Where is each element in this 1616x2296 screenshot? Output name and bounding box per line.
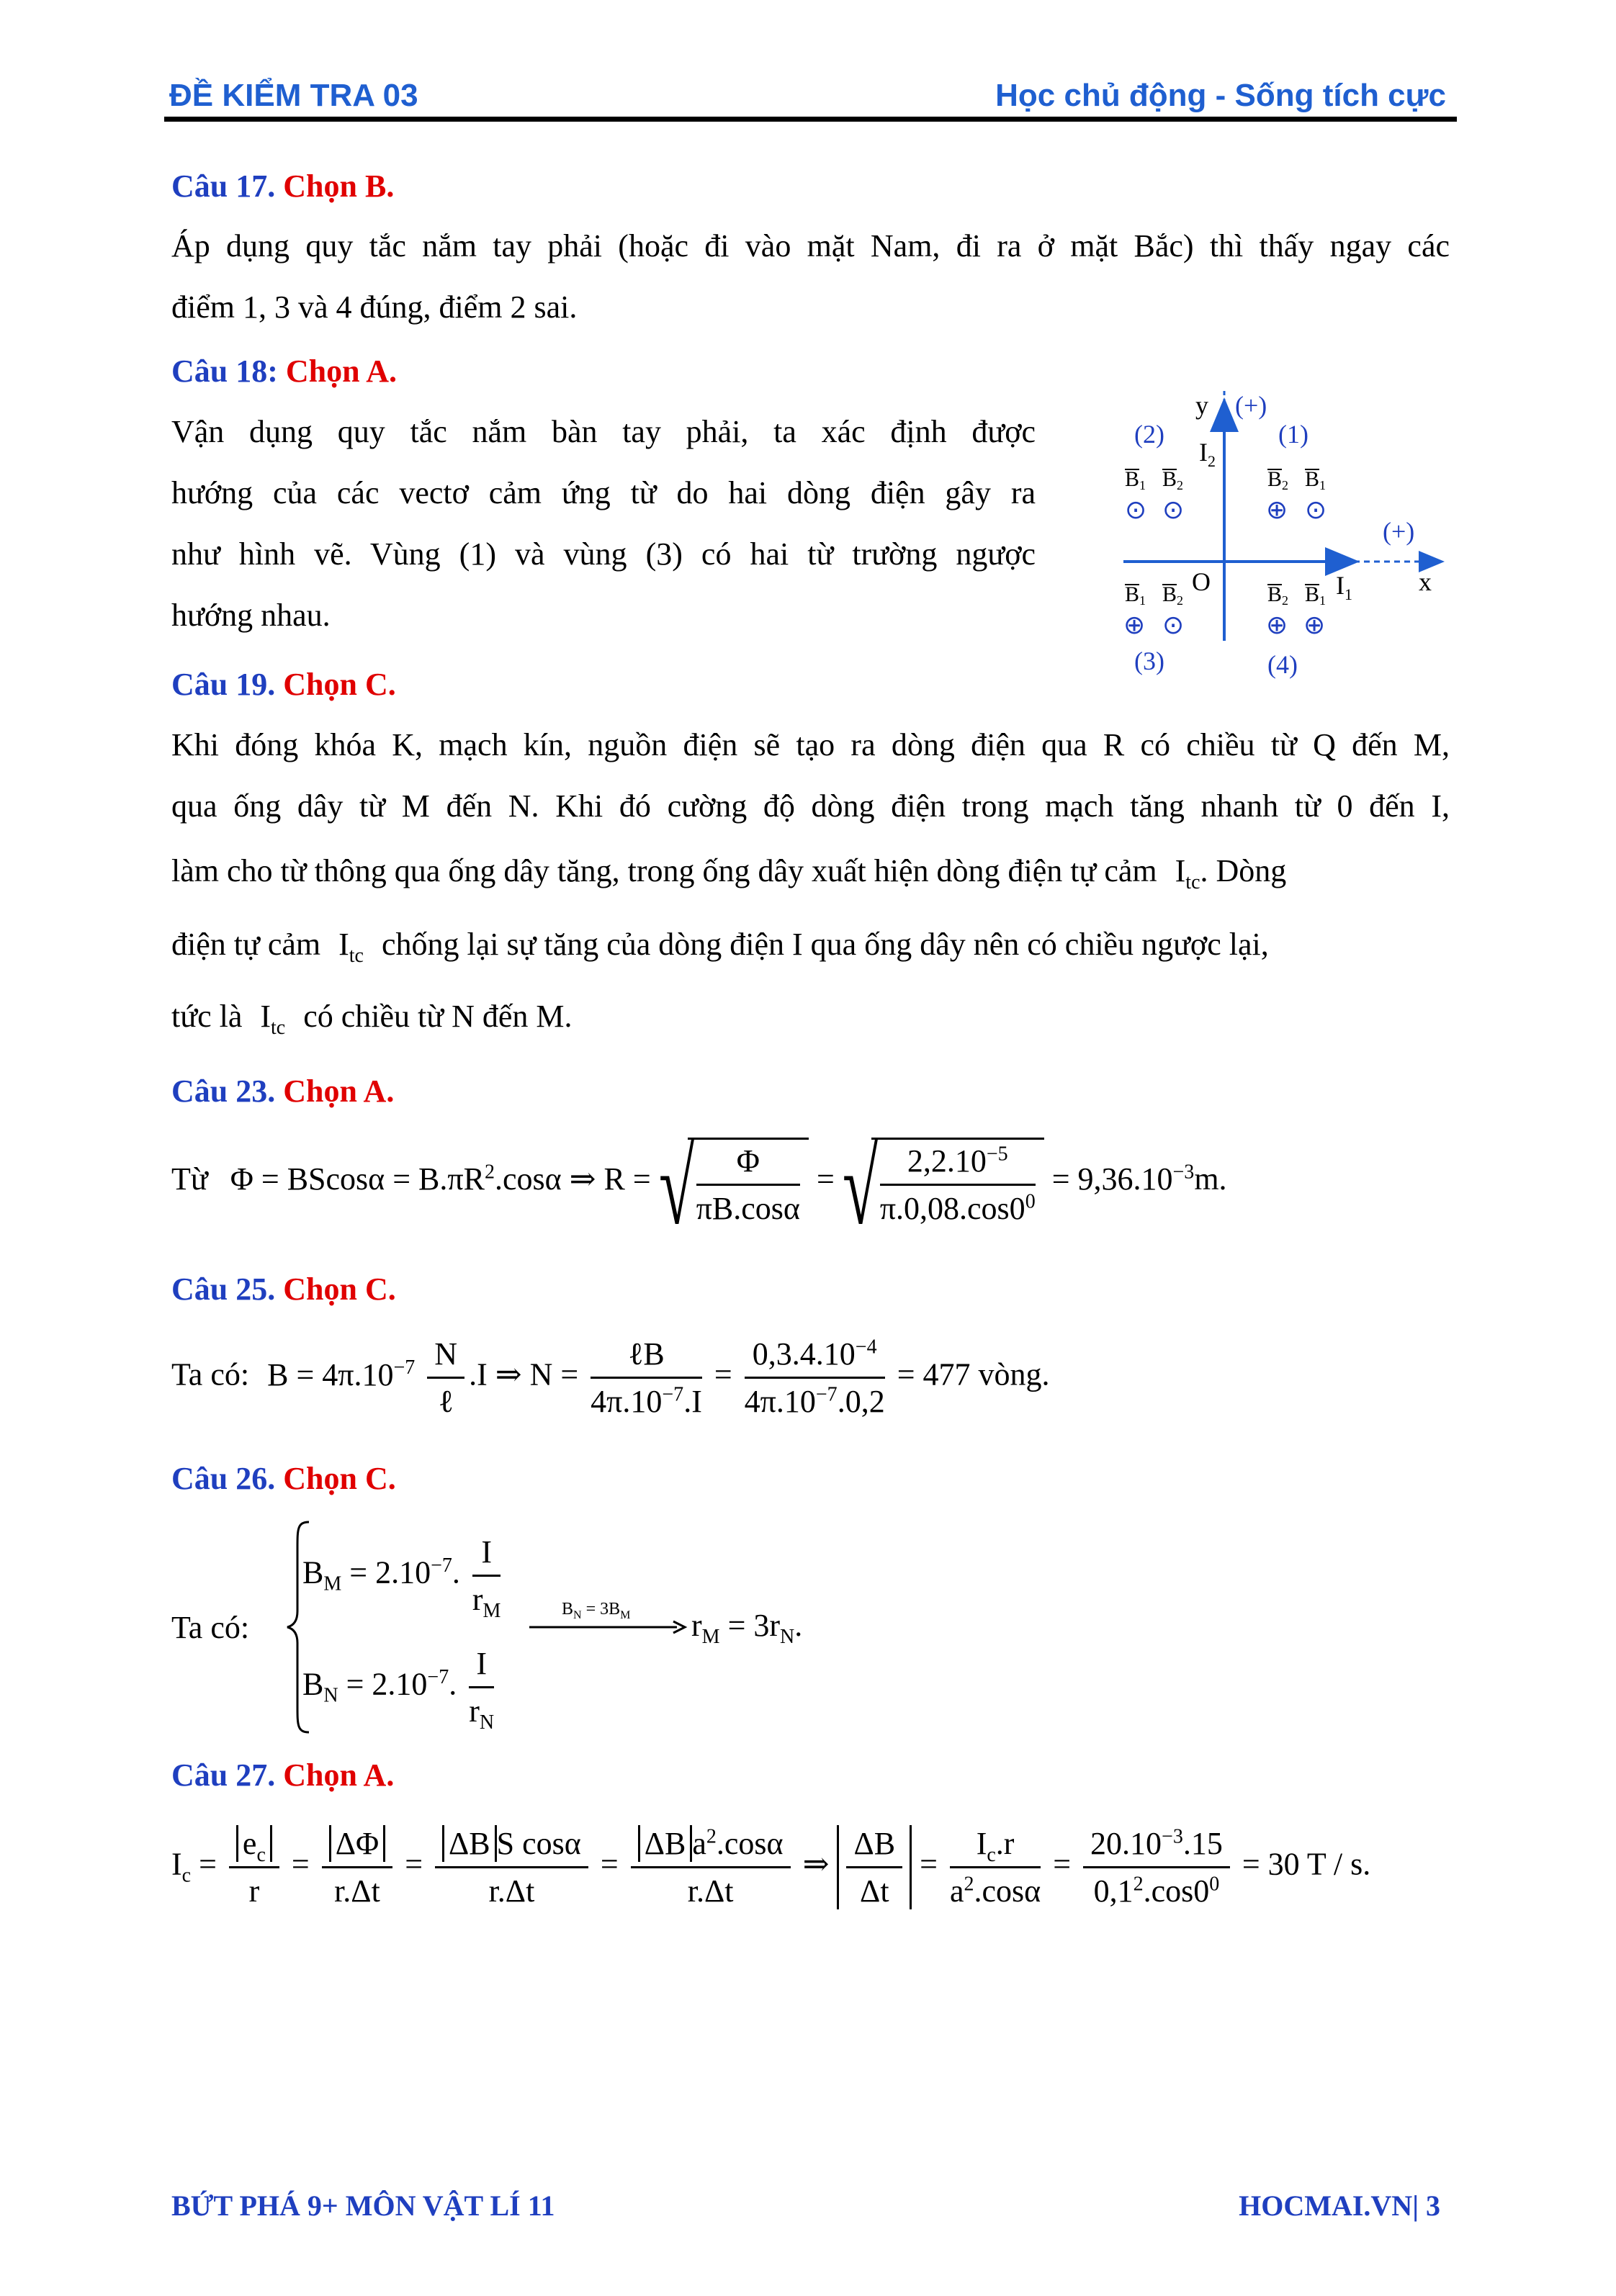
region-2-label: (2) <box>1134 420 1164 449</box>
i1-label: $I_1$ <box>1336 571 1352 603</box>
cross-icon: ⊕ <box>1123 611 1146 639</box>
dot-icon: ⊙ <box>1125 495 1147 524</box>
question-number: Câu 27. <box>171 1757 276 1793</box>
question-17-heading <box>171 168 394 204</box>
q19-line-4: điện tự cảm $I_{tc}$ chống lại sự tăng của dòng điện I qua ống dây nên có chiều ngược lại, <box>171 927 1269 967</box>
answer-label: Chọn A. <box>285 354 397 389</box>
dot-icon: ⊙ <box>1305 495 1327 524</box>
q26-result: $r_M = 3r_N$. <box>691 1608 803 1648</box>
question-number: Câu 18: <box>171 354 278 389</box>
region-3-label: (3) <box>1134 647 1164 675</box>
q26-equation-bn: $B_N = 2.10^{-7}$. $\frac{I}{r_N}$ <box>302 1646 495 1734</box>
q26-condition: $B_N = 3B_M$ <box>562 1600 631 1621</box>
header-title: ĐỀ KIỂM TRA 03 <box>169 78 418 113</box>
svg-text:B2: B2 <box>1267 582 1289 608</box>
x-label: x <box>1419 567 1432 596</box>
region-3-vectors <box>1123 582 1184 639</box>
region-4-vectors <box>1266 582 1326 639</box>
header-slogan: Học chủ động - Sống tích cực <box>995 78 1446 113</box>
question-18-heading <box>171 353 397 390</box>
region-4-label: (4) <box>1267 650 1298 679</box>
q19-line-1: Khi đóng khóa K, mạch kín, nguồn điện sẽ tạo ra dòng điện qua R có chiều từ Q đến M, <box>171 727 1450 762</box>
question-26-heading <box>171 1460 396 1497</box>
answer-label: Chọn C. <box>283 667 396 702</box>
q19-line-5: tức là $I_{tc}$ có chiều từ N đến M. <box>171 999 573 1039</box>
question-number: Câu 25. <box>171 1271 276 1307</box>
q19-line-3: làm cho từ thông qua ống dây tăng, trong ống dây xuất hiện dòng điện tự cảm $I_{tc}$. Dòng <box>171 853 1287 893</box>
q18-line-3: như hình vẽ. Vùng (1) và vùng (3) có hai từ trường ngược <box>171 536 1036 572</box>
question-number: Câu 17. <box>171 168 276 204</box>
svg-text:B1: B1 <box>1125 467 1146 492</box>
q23-equation: Từ $\Phi = BScos\alpha = B.\pi R^2.\cos\alpha$ ⇒ R = √ $\frac{\Phi}{\pi B.\cos\alpha}$ = √ $\frac{2,2.10^{-5}}{\pi.0,08.\cos 0^0}$ = $9,36.10^{-3}m$. <box>171 1127 1227 1247</box>
q17-line-1: Áp dụng quy tắc nắm tay phải (hoặc đi vào mặt Nam, đi ra ở mặt Bắc) thì thấy ngay các <box>171 228 1450 264</box>
svg-text:B1: B1 <box>1125 582 1146 608</box>
q26-lead: Ta có: <box>171 1610 250 1645</box>
answer-label: Chọn C. <box>283 1461 396 1496</box>
origin-label: O <box>1192 567 1211 596</box>
question-27-heading <box>171 1757 394 1793</box>
question-25-heading <box>171 1271 396 1307</box>
svg-text:B2: B2 <box>1267 467 1289 492</box>
header-divider <box>164 117 1457 122</box>
arrow-right-icon <box>529 1619 688 1636</box>
dot-icon: ⊙ <box>1162 611 1185 639</box>
question-19-heading <box>171 666 396 703</box>
cross-icon: ⊕ <box>1266 611 1288 639</box>
q19-line-2: qua ống dây từ M đến N. Khi đó cường độ dòng điện trong mạch tăng nhanh từ 0 đến I, <box>171 788 1450 824</box>
q18-line-2: hướng của các vectơ cảm ứng từ do hai dòng điện gây ra <box>171 475 1036 510</box>
q17-line-2: điểm 1, 3 và 4 đúng, điểm 2 sai. <box>171 289 578 325</box>
cross-icon: ⊕ <box>1266 495 1288 524</box>
region-1-vectors <box>1266 467 1327 524</box>
answer-label: Chọn A. <box>283 1757 395 1793</box>
svg-text:B2: B2 <box>1162 467 1184 492</box>
question-23-heading <box>171 1073 394 1109</box>
svg-text:B1: B1 <box>1305 467 1327 492</box>
question-number: Câu 26. <box>171 1461 276 1496</box>
magnetic-field-diagram <box>1087 382 1462 691</box>
question-number: Câu 19. <box>171 667 276 702</box>
dot-icon: ⊙ <box>1162 495 1185 524</box>
q18-line-1: Vận dụng quy tắc nắm bàn tay phải, ta xác định được <box>171 414 1036 449</box>
footer-course-title: BỨT PHÁ 9+ MÔN VẬT LÍ 11 <box>171 2189 555 2222</box>
q26-equation-bm: $B_M = 2.10^{-7}$. $\frac{I}{r_M}$ <box>302 1534 501 1622</box>
question-number: Câu 23. <box>171 1073 276 1109</box>
q25-equation: Ta có: $B = 4\pi.10^{-7}$ $\frac{N}{\text{ℓ}}$ .I ⇒ N = $\frac{\text{ℓB}}{4\pi.10^{-7}.I}$ = $\frac{0,3.4.10^{-4}}{4\pi.10^{-7}.0,2}$ = 477 vòng. <box>171 1336 1050 1419</box>
region-1-label: (1) <box>1278 420 1308 449</box>
region-2-vectors <box>1125 467 1184 524</box>
svg-text:B2: B2 <box>1162 582 1184 608</box>
q18-line-4: hướng nhau. <box>171 598 331 633</box>
answer-label: Chọn C. <box>283 1271 396 1307</box>
cross-icon: ⊕ <box>1303 611 1326 639</box>
answer-label: Chọn B. <box>283 168 395 204</box>
svg-text:B1: B1 <box>1305 582 1327 608</box>
y-plus-label: (+) <box>1235 391 1267 420</box>
x-plus-label: (+) <box>1383 517 1415 546</box>
q27-equation: $I_c$ = $\frac{e_c}{r}$ = $\frac{\Delta\Phi}{r.\Delta t}$ = $\frac{\text{ΔB S cosα}}{r.\Delta t}$ = $\frac{\Delta B a^2.\cos\alpha}{r.\Delta t}$ ⇒ $\frac{\Delta B}{\Delta t}$ = $\frac{I_c.r}{a^2.\cos\alpha}$ = $\frac{20.10^{-3}.15}{0,1^2.\cos 0^0}$ = 30 T / s. <box>171 1825 1371 1909</box>
i2-label: $I_2$ <box>1199 438 1216 470</box>
y-label: y <box>1195 391 1208 420</box>
answer-label: Chọn A. <box>283 1073 395 1109</box>
footer-site-page: HOCMAI.VN| 3 <box>1239 2189 1440 2222</box>
